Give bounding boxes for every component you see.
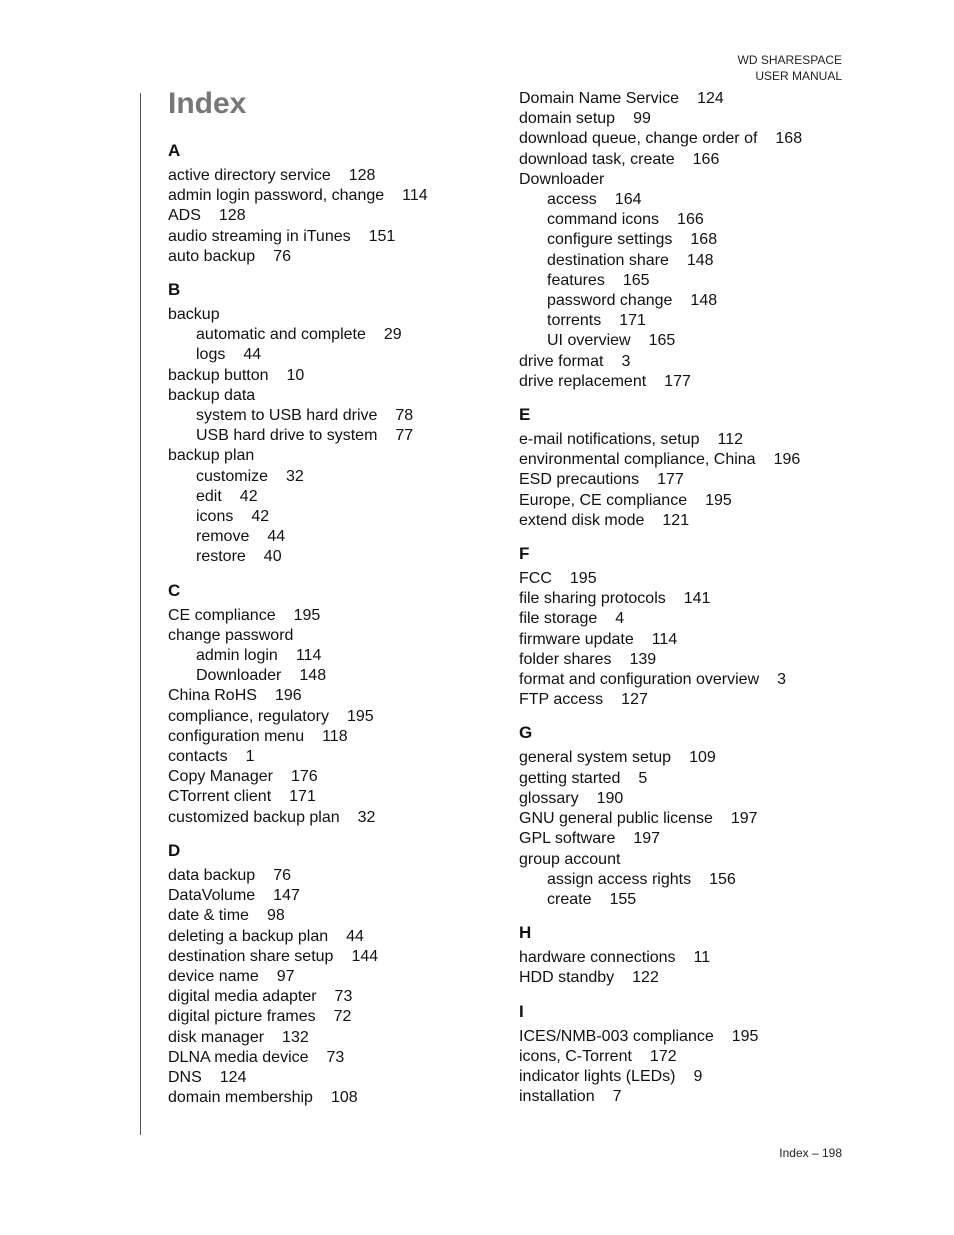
entry-term: domain setup [519, 110, 616, 128]
index-subentry [519, 210, 849, 230]
index-entry [168, 1028, 488, 1048]
entry-term: drive replacement [519, 372, 647, 390]
entry-page-number: 166 [677, 211, 704, 229]
entry-page-number: 108 [330, 1089, 358, 1107]
entry-term: edit [196, 487, 222, 505]
entry-page-number: 73 [326, 1048, 345, 1066]
entry-page-number: 114 [295, 647, 322, 665]
index-subentry [519, 870, 849, 890]
entry-term: logs [196, 346, 226, 364]
index-entry [519, 789, 849, 809]
index-entry [519, 569, 849, 589]
index-subentry [168, 666, 488, 686]
entry-page-number: 78 [395, 407, 414, 425]
entry-page-number: 122 [632, 969, 659, 987]
index-subentry [519, 271, 849, 291]
entry-page-number: 118 [322, 727, 348, 745]
entry-page-number: 99 [633, 110, 651, 128]
entry-term: customized backup plan [168, 808, 340, 826]
index-subentry [519, 190, 849, 210]
index-entry [168, 1007, 488, 1027]
index-entry [168, 686, 488, 706]
entry-page-number: 144 [351, 947, 379, 965]
entry-page-number: 165 [648, 332, 676, 350]
entry-page-number: 195 [569, 570, 597, 588]
index-entry [168, 747, 488, 767]
index-subentry [519, 331, 849, 351]
entry-term: auto backup [168, 247, 256, 265]
entry-term: backup data [168, 386, 256, 404]
entry-term: torrents [547, 312, 602, 330]
index-subentry [168, 507, 488, 527]
entry-page-number: 197 [730, 810, 758, 828]
entry-term: remove [196, 528, 250, 546]
index-entry [168, 767, 488, 787]
index-entry [519, 129, 849, 149]
index-entry [168, 866, 488, 886]
entry-page-number: 127 [621, 691, 648, 709]
entry-page-number: 195 [293, 606, 321, 624]
entry-term: Downloader [519, 170, 605, 188]
entry-page-number: 172 [649, 1047, 677, 1065]
index-entry [519, 948, 849, 968]
index-section [519, 543, 849, 710]
section-letter: H [519, 923, 532, 943]
index-section [168, 840, 488, 1108]
index-subentry [519, 311, 849, 331]
index-entry [168, 606, 488, 626]
margin-rule [140, 93, 141, 1135]
entry-page-number: 141 [683, 590, 711, 608]
entry-page-number: 72 [333, 1008, 352, 1026]
index-entry [168, 247, 488, 267]
entry-term: drive format [519, 352, 604, 370]
entry-page-number: 114 [402, 187, 428, 205]
index-section [168, 580, 488, 828]
index-entry [519, 809, 849, 829]
entry-term: date & time [168, 907, 249, 925]
index-entry [519, 491, 849, 511]
entry-page-number: 124 [219, 1068, 247, 1086]
index-entry [519, 829, 849, 849]
entry-term: firmware update [519, 630, 634, 648]
entry-term: glossary [519, 789, 579, 807]
entry-page-number: 171 [289, 788, 316, 806]
index-entry [519, 630, 849, 650]
index-entry [519, 430, 849, 450]
index-entry [519, 150, 849, 170]
entry-term: hardware connections [519, 949, 676, 967]
entry-page-number: 29 [383, 326, 402, 344]
entry-page-number: 196 [773, 451, 801, 469]
index-section [519, 1001, 849, 1108]
page-title: Index [168, 87, 247, 120]
index-subentry [168, 646, 488, 666]
entry-term: disk manager [168, 1028, 265, 1046]
entry-term: icons [196, 508, 234, 526]
index-entry [519, 450, 849, 470]
index-entry [519, 609, 849, 629]
entry-page-number: 177 [664, 372, 691, 390]
entry-term: configuration menu [168, 727, 305, 745]
index-entry [168, 386, 488, 406]
entry-page-number: 10 [286, 366, 305, 384]
entry-term: Domain Name Service [519, 90, 680, 107]
entry-page-number: 168 [690, 231, 718, 249]
index-entry [168, 206, 488, 226]
entry-term: GPL software [519, 830, 616, 848]
entry-page-number: 32 [357, 808, 376, 826]
header-doc-type: USER MANUAL [755, 69, 842, 83]
entry-page-number: 148 [690, 292, 718, 310]
entry-term: getting started [519, 769, 621, 787]
index-entry [519, 748, 849, 768]
index-entry [168, 186, 488, 206]
entry-page-number: 97 [276, 967, 295, 985]
entry-term: automatic and complete [196, 326, 366, 344]
entry-term: file sharing protocols [519, 590, 666, 608]
entry-term: digital picture frames [168, 1008, 316, 1026]
entry-page-number: 121 [662, 511, 690, 529]
index-subentry [168, 345, 488, 365]
index-section [168, 140, 488, 267]
entry-term: active directory service [168, 167, 331, 184]
entry-term: indicator lights (LEDs) [519, 1067, 676, 1085]
index-entry [168, 886, 488, 906]
entry-page-number: 11 [693, 949, 711, 967]
entry-page-number: 124 [697, 90, 724, 107]
index-entry [519, 690, 849, 710]
index-section [519, 404, 849, 531]
entry-page-number: 98 [266, 907, 285, 925]
entry-term: CE compliance [168, 606, 276, 624]
entry-page-number: 32 [286, 467, 304, 485]
index-entry [519, 968, 849, 988]
section-letter: E [519, 405, 531, 425]
entry-term: device name [168, 967, 259, 985]
entry-term: digital media adapter [168, 988, 317, 1006]
index-entry [519, 170, 849, 190]
entry-term: destination share setup [168, 947, 334, 965]
entry-page-number: 3 [777, 671, 787, 689]
index-entry [519, 650, 849, 670]
entry-term: access [547, 191, 597, 209]
entry-page-number: 40 [263, 548, 282, 566]
entry-term: backup plan [168, 447, 255, 465]
index-entry [168, 227, 488, 247]
section-letter: C [168, 580, 181, 600]
entry-term: audio streaming in iTunes [168, 227, 351, 245]
index-entry [519, 109, 849, 129]
entry-term: USB hard drive to system [196, 427, 378, 445]
entry-page-number: 4 [615, 610, 625, 628]
index-entry [168, 927, 488, 947]
entry-term: icons, C-Torrent [519, 1047, 632, 1065]
entry-term: extend disk mode [519, 511, 645, 529]
entry-term: admin login password, change [168, 187, 385, 205]
entry-term: HDD standby [519, 969, 615, 987]
entry-page-number: 128 [218, 207, 246, 225]
section-letter: F [519, 544, 530, 564]
entry-term: customize [196, 467, 269, 485]
index-subentry [168, 426, 488, 446]
index-entry [519, 1087, 849, 1107]
index-entry [168, 626, 488, 646]
index-subentry [168, 547, 488, 567]
entry-term: ADS [168, 207, 201, 225]
entry-term: system to USB hard drive [196, 407, 378, 425]
entry-term: assign access rights [547, 870, 692, 888]
index-subentry [168, 527, 488, 547]
entry-page-number: 112 [717, 431, 744, 449]
entry-page-number: 151 [368, 227, 396, 245]
entry-term: general system setup [519, 749, 672, 767]
index-section [519, 89, 849, 392]
index-entry [168, 727, 488, 747]
entry-term: backup [168, 306, 220, 324]
entry-page-number: 1 [245, 748, 255, 766]
index-entry [168, 1088, 488, 1108]
index-entry [168, 1048, 488, 1068]
entry-page-number: 42 [251, 508, 270, 526]
entry-term: download queue, change order of [519, 130, 758, 148]
index-section [168, 279, 488, 568]
entry-term: e-mail notifications, setup [519, 431, 700, 449]
index-subentry [168, 325, 488, 345]
entry-page-number: 114 [651, 630, 678, 648]
entry-term: download task, create [519, 150, 675, 168]
index-subentry [168, 467, 488, 487]
entry-term: contacts [168, 748, 228, 766]
section-letter: A [168, 141, 181, 160]
index-entry [168, 787, 488, 807]
entry-term: installation [519, 1088, 595, 1106]
entry-term: ICES/NMB-003 compliance [519, 1027, 714, 1045]
entry-page-number: 155 [609, 890, 637, 908]
index-entry [519, 372, 849, 392]
index-subentry [519, 251, 849, 271]
entry-page-number: 195 [346, 707, 374, 725]
entry-term: features [547, 271, 605, 289]
entry-page-number: 165 [622, 271, 650, 289]
entry-page-number: 197 [633, 830, 661, 848]
entry-page-number: 148 [299, 667, 327, 685]
entry-term: ESD precautions [519, 471, 640, 489]
entry-term: format and configuration overview [519, 671, 760, 689]
entry-term: destination share [547, 251, 669, 269]
entry-term: UI overview [547, 332, 631, 350]
running-header [738, 52, 842, 84]
entry-term: change password [168, 626, 294, 644]
entry-page-number: 3 [621, 352, 631, 370]
index-entry [519, 769, 849, 789]
entry-page-number: 196 [274, 687, 302, 705]
entry-term: Europe, CE compliance [519, 491, 688, 509]
entry-page-number: 164 [614, 191, 642, 209]
entry-term: create [547, 890, 592, 908]
entry-term: Copy Manager [168, 768, 273, 786]
entry-page-number: 128 [348, 167, 376, 184]
entry-term: admin login [196, 647, 278, 665]
entry-term: file storage [519, 610, 598, 628]
entry-term: domain membership [168, 1089, 313, 1107]
section-letter: I [519, 1001, 524, 1021]
index-entry [519, 1047, 849, 1067]
entry-page-number: 148 [686, 251, 714, 269]
entry-term: command icons [547, 211, 660, 229]
entry-term: CTorrent client [168, 788, 272, 806]
entry-page-number: 195 [705, 491, 732, 509]
entry-term: DLNA media device [168, 1048, 309, 1066]
entry-term: Downloader [196, 667, 282, 685]
entry-page-number: 166 [692, 150, 720, 168]
entry-page-number: 109 [689, 749, 716, 767]
section-letter: D [168, 840, 181, 860]
entry-page-number: 44 [267, 528, 286, 546]
entry-term: password change [547, 292, 673, 310]
index-entry [168, 707, 488, 727]
index-subentry [168, 487, 488, 507]
index-subentry [519, 890, 849, 910]
entry-page-number: 176 [290, 768, 318, 786]
entry-term: deleting a backup plan [168, 927, 329, 945]
index-subentry [519, 230, 849, 250]
entry-page-number: 139 [629, 650, 657, 668]
entry-page-number: 9 [693, 1067, 703, 1085]
index-entry [168, 1068, 488, 1088]
index-entry [168, 166, 488, 186]
index-subentry [519, 291, 849, 311]
entry-page-number: 132 [282, 1028, 309, 1046]
index-entry [519, 850, 849, 870]
index-entry [168, 967, 488, 987]
index-entry [168, 808, 488, 828]
index-entry [168, 906, 488, 926]
entry-page-number: 7 [612, 1088, 622, 1106]
entry-page-number: 171 [619, 312, 646, 330]
entry-term: restore [196, 548, 246, 566]
entry-page-number: 44 [243, 346, 262, 364]
page-footer: Index – 198 [779, 1146, 842, 1160]
entry-term: FTP access [519, 691, 604, 709]
index-section [519, 922, 849, 988]
entry-term: China RoHS [168, 687, 257, 705]
index-entry [168, 446, 488, 466]
entry-page-number: 5 [638, 769, 648, 787]
index-entry [168, 366, 488, 386]
entry-page-number: 76 [273, 866, 291, 884]
entry-term: group account [519, 850, 621, 868]
entry-term: backup button [168, 366, 269, 384]
index-entry [519, 511, 849, 531]
index-column-left [168, 140, 488, 1120]
entry-page-number: 44 [346, 927, 364, 945]
entry-page-number: 190 [596, 789, 624, 807]
index-entry [168, 987, 488, 1007]
entry-page-number: 76 [273, 247, 291, 265]
entry-term: compliance, regulatory [168, 707, 329, 725]
index-entry [519, 352, 849, 372]
entry-page-number: 42 [239, 487, 258, 505]
index-entry [519, 470, 849, 490]
entry-page-number: 77 [395, 427, 414, 445]
index-subentry [168, 406, 488, 426]
section-letter: G [519, 723, 533, 743]
index-entry [168, 305, 488, 325]
header-product: WD SHARESPACE [737, 53, 842, 67]
index-entry [519, 89, 849, 109]
entry-page-number: 147 [273, 887, 300, 905]
index-entry [519, 589, 849, 609]
entry-page-number: 177 [657, 471, 684, 489]
entry-page-number: 195 [731, 1027, 759, 1045]
entry-term: configure settings [547, 231, 673, 249]
entry-term: data backup [168, 866, 256, 884]
entry-term: GNU general public license [519, 810, 713, 828]
entry-term: DNS [168, 1068, 202, 1086]
entry-page-number: 73 [334, 988, 353, 1006]
section-letter: B [168, 280, 181, 300]
index-column-right [519, 89, 849, 1119]
entry-term: environmental compliance, China [519, 451, 756, 469]
index-entry [519, 1067, 849, 1087]
entry-page-number: 168 [775, 130, 803, 148]
index-entry [519, 1027, 849, 1047]
index-entry [519, 670, 849, 690]
index-section [519, 722, 849, 910]
entry-term: folder shares [519, 650, 612, 668]
entry-page-number: 156 [709, 870, 736, 888]
index-entry [168, 947, 488, 967]
entry-term: FCC [519, 570, 552, 588]
entry-term: DataVolume [168, 887, 256, 905]
